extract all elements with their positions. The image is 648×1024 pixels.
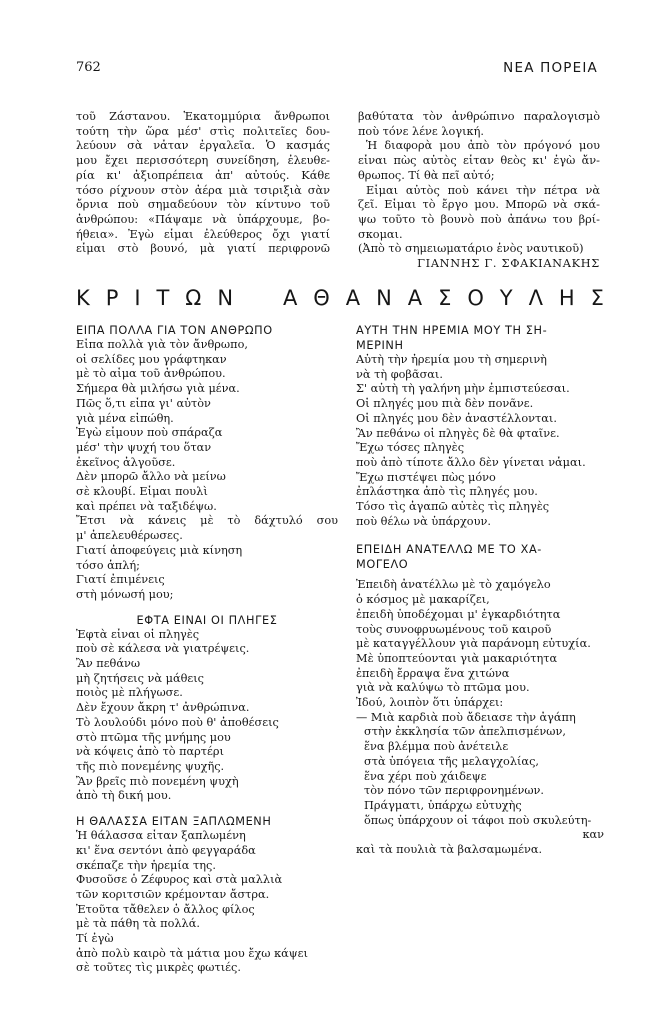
poem-line: μὲ τὸ αἷμα τοῦ ἀνθρώπου.	[76, 367, 226, 381]
poet-name-letter: Α	[345, 286, 361, 310]
prose-line: τούτη τὴν ὥρα μέσ' στὶς πολιτεῖες δου-	[76, 124, 330, 138]
prose-line: ἀνθρώπου: «Πάψαμε νὰ ὑπάρχουμε, βο-	[76, 212, 330, 226]
poet-name-letter: Υ	[499, 286, 513, 310]
prose-line: βαθύτατα τὸν ἀνθρώπινο παραλογισμὸ	[358, 110, 600, 123]
prose-line: ποὺ τόνε λένε λογική.	[358, 124, 484, 138]
poem-line: ἕνα βλέμμα ποὺ ἀνέτειλε	[364, 740, 509, 754]
poem-line: ἐπειδὴ ἔρραψα ἕνα χιτώνα	[356, 666, 510, 680]
poem-line: Ἐγὼ εἶμουν ποὺ σπάραζα	[76, 426, 223, 440]
poem-line: Δὲν ἔχουν ἄκρη τ' ἀνθρώπινα.	[76, 701, 250, 715]
poem-line: σὲ τοῦτες τὶς μικρὲς φωτιές.	[76, 961, 241, 975]
poem-title-continuation: ΜΟΓΕΛΟ	[356, 558, 409, 572]
prose-line: τόσο ρίχνουν στὸν ἀέρα μιὰ τσιριξιὰ σὰν	[76, 183, 330, 197]
poet-name-letter: Α	[407, 286, 423, 310]
poem-line: ὅπως ὑπάρχουν οἱ τάφοι ποὺ σκυλεύτη-	[364, 813, 592, 827]
prose-line: ζεῖ. Εἶμαι τὸ ἔργο μου. Μπορῶ νὰ σκά-	[358, 198, 600, 212]
poem-title-continuation: ΜΕΡΙΝΗ	[356, 339, 404, 352]
poem-line: ποιὸς μὲ πλήγωσε.	[76, 686, 183, 700]
poem-line: Ἐπειδὴ ἀνατέλλω μὲ τὸ χαμόγελο	[356, 578, 551, 592]
poem-line: στὴν ἐκκλησία τῶν ἀπελπισμένων,	[364, 725, 566, 739]
poem-line: ἀπὸ πολὺ καιρὸ τὰ μάτια μου ἔχω κάψει	[76, 946, 308, 960]
poem-line: ἕνα χέρι ποὺ χάιδεψε	[364, 769, 487, 783]
poet-name-letter: Λ	[528, 286, 543, 310]
poet-name-space	[249, 286, 267, 310]
poem-line: ὁ κόσμος μὲ μακαρίζει,	[356, 593, 490, 607]
prose-line: ὄρνια ποὺ σημαδεύουν τὸν κίντυνο τοῦ	[76, 198, 330, 212]
poem-line: σκέπαζε τὴν ἡρεμία της.	[76, 858, 216, 872]
poet-name-letter: Σ	[438, 286, 452, 310]
running-title: ΝΕΑ ΠΟΡΕΙΑ	[503, 60, 598, 76]
poem-line: νὰ τὴ φοβᾶσαι.	[356, 367, 443, 381]
poem-line: στὸ πτῶμα τῆς μνήμης μου	[76, 730, 231, 744]
poem-line: τῶν κοριτσιῶν κρέμονταν ἄστρα.	[76, 887, 270, 901]
prose-line: θρωπος. Τί θὰ πεῖ αὐτό;	[358, 168, 495, 182]
poem-line: — Μιὰ καρδιὰ ποὺ ἄδειασε τὴν ἀγάπη	[356, 710, 576, 724]
poem-line: σὲ κλουβί. Εἶμαι πουλὶ	[76, 485, 208, 499]
poet-name-letter: Ο	[467, 286, 484, 310]
poem-line: ποὺ σὲ κάλεσα νὰ γιατρέψεις.	[76, 642, 250, 656]
poet-name-letter: Ρ	[105, 286, 119, 310]
prose-line: μου ἔχει περισσότερη συνείδηση, ἐλευθε-	[76, 154, 330, 168]
poet-name-letter: Η	[558, 286, 575, 310]
poem-line: Αὐτὴ τὴν ἠρεμία μου τὴ σημερινὴ	[356, 353, 547, 366]
poet-name-letter: Κ	[76, 286, 90, 310]
poem-line: Σήμερα θὰ μιλήσω γιὰ μένα.	[76, 382, 240, 396]
poem-line: Μὲ ὑποπτεύονται γιὰ μακαριότητα	[356, 651, 558, 665]
poem-line: Τὸ λουλούδι μόνο ποὺ θ' ἀποθέσεις	[76, 715, 279, 729]
poem-line: τόσο ἁπλή;	[76, 558, 140, 572]
poem-line: Γιατί ἐπιμένεις	[76, 573, 165, 587]
prose-line: σκομαι.	[358, 227, 403, 241]
poem-line: μέσ' τὴν ψυχή του ὅταν	[76, 440, 212, 454]
poem-line: τοὺς συνοφρυωμένους τοῦ καιροῦ	[356, 622, 552, 636]
poem-line: Οἱ πληγές μου πιὰ δὲν πονᾶνε.	[356, 397, 534, 411]
poem-line: Ἡ θάλασσα εἶταν ξαπλωμένη	[76, 829, 246, 843]
poem-line: οἱ σελίδες μου γράφτηκαν	[76, 352, 227, 366]
prose-line: Εἶμαι αὐτὸς ποὺ κάνει τὴν πέτρα νὰ	[366, 183, 600, 197]
poet-name-letter: Α	[282, 286, 298, 310]
poem-line: Ἂν πεθάνω	[76, 657, 141, 671]
poet-name-letter: Ν	[376, 286, 392, 310]
poem-title: Η ΘΑΛΑΣΣΑ ΕΙΤΑΝ ΞΑΠΛΩΜΕΝΗ	[76, 815, 272, 829]
poem-line: ἐπλάστηκα ἀπὸ τὶς πληγές μου.	[356, 485, 538, 499]
poem-line: Ἐτοῦτα τἄθελεν ὁ ἄλλος φίλος	[76, 902, 255, 916]
poem-line: στὰ ὑπόγεια τῆς μελαγχολίας,	[364, 754, 539, 768]
poem-title: ΕΠΕΙΔΗ ΑΝΑΤΕΛΛΩ ΜΕ ΤΟ ΧΑ-	[356, 543, 542, 557]
poem-line: Ἔχω πιστέψει πὼς μόνο	[356, 470, 496, 484]
page-header	[76, 60, 598, 78]
prose-line: ρία κι' ἀξιοπρέπεια ἀπ' αὐτούς. Κάθε	[76, 168, 330, 182]
poet-name-letter: Σ	[590, 286, 604, 310]
poems-right-column	[356, 323, 604, 858]
poem-line: Γιατί ἀποφεύγεις μιὰ κίνηση	[76, 543, 243, 557]
poem-line: Σ' αὐτὴ τὴ γαλήνη μὴν ἐμπιστεύεσαι.	[356, 382, 570, 396]
poem-line: μὴ ζητήσεις νὰ μάθεις	[76, 671, 204, 685]
poem-line: νὰ κόψεις ἀπὸ τὸ παρτέρι	[76, 745, 224, 759]
poem-line: μὲ τὰ πάθη τὰ πολλά.	[76, 917, 200, 931]
prose-line: ήθεια». Ἐγὼ εἶμαι ἐλεύθερος ὄχι γιατί	[76, 227, 330, 241]
prose-line: λεύουν σὰ νἆταν ἐργαλεῖα. Ὁ κασμάς	[76, 139, 330, 153]
poem-line: Ἐφτὰ εἶναι οἱ πληγὲς	[76, 627, 200, 641]
poem-line: Φυσοῦσε ὁ Ζέφυρος καὶ στὰ μαλλιὰ	[76, 873, 283, 887]
poem-line: μὲ καταγγέλλουν γιὰ παράνομη εὐτυχία.	[356, 637, 591, 651]
poem-line: γιὰ νὰ καλύψω τὸ πτῶμα μου.	[356, 681, 530, 695]
poem-line: Πράγματι, ὑπάρχω εὐτυχὴς	[364, 798, 522, 812]
poem-title: ΕΙΠΑ ΠΟΛΛΑ ΓΙΑ ΤΟΝ ΑΝΘΡΩΠΟ	[76, 324, 273, 337]
poem-line: καὶ τὰ πουλιὰ τὰ βαλσαμωμένα.	[356, 843, 543, 857]
poem-line-continuation: καν	[582, 828, 604, 842]
prose-right-column	[358, 110, 600, 272]
source-note: (Ἀπὸ τὸ σημειωματάριο ἑνὸς ναυτικοῦ)	[358, 242, 584, 256]
prose-author-signature: ΓΙΑΝΝΗΣ Γ. ΣΦΑΚΙΑΝΑΚΗΣ	[417, 257, 600, 271]
poet-name-heading	[76, 286, 604, 310]
poem-line: μ' ἀπελευθέρωσες.	[76, 529, 183, 543]
poem-line: ἀπὸ τὴ δική μου.	[76, 789, 172, 803]
prose-line: εἶμαι στὸ βουνό, μὰ γιατί περιφρονῶ	[76, 242, 330, 256]
poem-title: ΕΦΤΑ ΕΙΝΑΙ ΟΙ ΠΛΗΓΕΣ	[136, 613, 278, 627]
prose-line: εἶναι πὼς αὐτὸς εἶταν θεὸς κι' ἐγὼ ἄν-	[358, 154, 600, 168]
poem-line: ποὺ θέλω νὰ ὑπάρχουν.	[356, 514, 491, 528]
poem-line: Τί ἐγὼ	[76, 932, 114, 946]
poem-line: Ἂν πεθάνω οἱ πληγὲς δὲ θὰ φταῖνε.	[356, 426, 560, 440]
poem-title: ΑΥΤΗ ΤΗΝ ΗΡΕΜΙΑ ΜΟΥ ΤΗ ΣΗ-	[356, 324, 548, 337]
poem-line: Ἰδού, λοιπὸν ὅτι ὑπάρχει:	[356, 696, 504, 710]
poem-line: ἐκεῖνος ἀλγοῦσε.	[76, 455, 176, 469]
poem-line: στὴ μόνωσή μου;	[76, 587, 174, 601]
poem-line: ἐπειδὴ ὑποδέχομαι μ' ἐγκαρδιότητα	[356, 607, 561, 621]
prose-line: ψω τοῦτο τὸ βουνὸ ποὺ ἀπάνω του βρί-	[358, 212, 600, 226]
prose-line: τοῦ Ζάστανου. Ἑκατομμύρια ἄνθρωποι	[76, 110, 330, 123]
poem-line: Τόσο τὶς ἀγαπῶ αὐτὲς τὶς πληγὲς	[356, 500, 550, 514]
poem-line: ποὺ ἀπὸ τίποτε ἄλλο δὲν γίνεται νἆμαι.	[356, 455, 586, 469]
poem-line: γιὰ μένα εἰπώθη.	[76, 411, 174, 425]
poet-name-letter: Ι	[134, 286, 141, 310]
poem-line: κι' ἕνα σεντόνι ἀπὸ φεγγαράδα	[76, 843, 256, 857]
prose-line: Ἡ διαφορὰ μου ἀπὸ τὸν πρόγονό μου	[366, 139, 600, 153]
poet-name-letter: Ν	[217, 286, 234, 310]
poem-line: Πῶς ὅ,τι εἶπα γι' αὐτὸν	[76, 396, 211, 410]
poet-name-letter: Τ	[156, 286, 170, 310]
poem-line: Εἶπα πολλὰ γιὰ τὸν ἄνθρωπο,	[76, 338, 248, 351]
poet-name-letter: Θ	[313, 286, 330, 310]
poem-line: Δὲν μπορῶ ἄλλο νὰ μείνω	[76, 470, 226, 484]
poem-line: Ἂν βρεῖς πιὸ πονεμένη ψυχὴ	[76, 774, 239, 788]
prose-left-column	[76, 110, 330, 257]
poems-left-column	[76, 323, 338, 976]
poet-name-letter: Ω	[185, 286, 202, 310]
page-number: 762	[76, 60, 101, 75]
poem-line: Οἱ πληγές μου δὲν ἀναστέλλονται.	[356, 411, 557, 425]
poem-line: τῆς πιὸ πονεμένης ψυχῆς.	[76, 759, 225, 773]
poem-line: Ἔχω τόσες πληγὲς	[356, 441, 465, 455]
poem-line: Ἔτσι νὰ κάνεις μὲ τὸ δάχτυλό σου	[76, 514, 338, 528]
poem-line: τὸν πόνο τῶν περιφρονημένων.	[364, 784, 544, 798]
poem-line: καὶ πρέπει νὰ ταξιδέψω.	[76, 499, 217, 513]
